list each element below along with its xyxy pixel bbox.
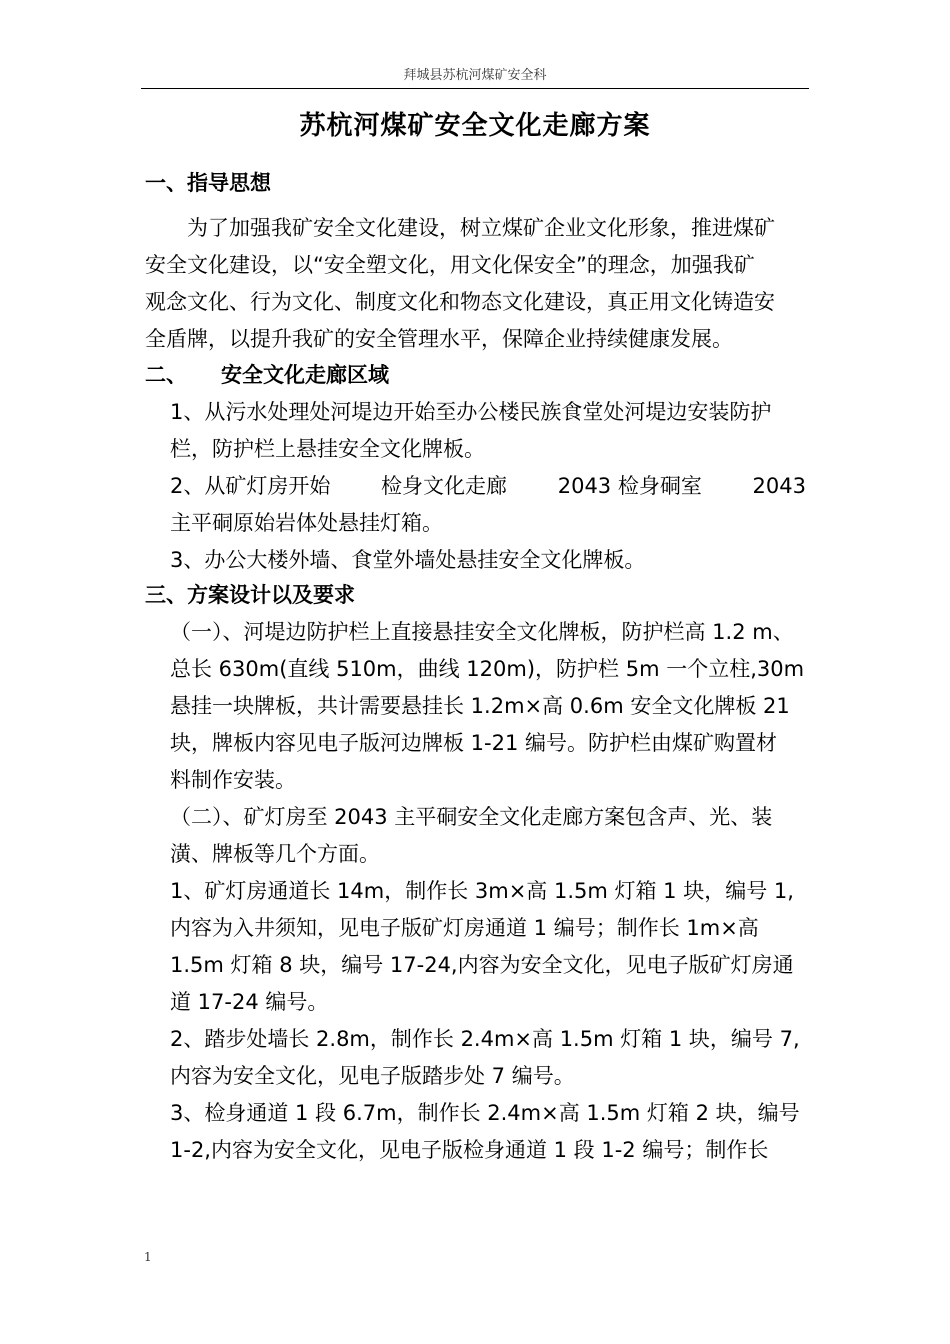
section3-body: [170, 614, 806, 1169]
text-line: 观念文化、行为文化、制度文化和物态文化建设，真正用文化铸造安: [145, 290, 775, 314]
section-heading: [145, 357, 807, 393]
text-segment: 2、从矿灯房开始: [170, 474, 331, 498]
text-line: 总长 630m(直线 510m，曲线 120m)，防护栏 5m 一个立柱,30m: [170, 657, 805, 681]
section2-items: [170, 394, 806, 579]
section-heading: 三、方案设计以及要求: [145, 583, 355, 607]
text-line: 内容为安全文化，见电子版踏步处 7 编号。: [170, 1064, 575, 1088]
text-line: 栏，防护栏上悬挂安全文化牌板。: [170, 437, 485, 461]
text-line: 道 17-24 编号。: [170, 990, 329, 1014]
running-header: 拜城县苏杭河煤矿安全科: [141, 66, 809, 89]
section-design-requirements: [145, 577, 807, 613]
text-line: 块，牌板内容见电子版河边牌板 1-21 编号。防护栏由煤矿购置材: [170, 731, 778, 755]
document-title: 苏杭河煤矿安全文化走廊方案: [299, 111, 651, 141]
text-line: 主平硐原始岩体处悬挂灯箱。: [170, 511, 443, 535]
text-line: 内容为入井须知，见电子版矿灯房通道 1 编号；制作长 1m×高: [170, 916, 759, 940]
text-line: 安全文化建设，以“安全塑文化，用文化保安全”的理念，加强我矿: [145, 253, 755, 277]
text-line: 潢、牌板等几个方面。: [170, 842, 380, 866]
text-line: （一）、河堤边防护栏上直接悬挂安全文化牌板，防护栏高 1.2 m、: [170, 620, 794, 644]
section-corridor-area: [145, 357, 807, 393]
section1-paragraph: [145, 210, 807, 358]
text-line: 悬挂一块牌板，共计需要悬挂长 1.2m×高 0.6m 安全文化牌板 21: [170, 694, 790, 718]
text-line: 1-2,内容为安全文化，见电子版检身通道 1 段 1-2 编号；制作长: [170, 1138, 769, 1162]
text-line: 料制作安装。: [170, 768, 296, 792]
text-line: 为了加强我矿安全文化建设，树立煤矿企业文化形象，推进煤矿: [187, 216, 775, 240]
section-heading: 一、指导思想: [145, 171, 271, 195]
section-guiding-ideology: [145, 165, 807, 201]
text-segment: 2043: [752, 474, 806, 498]
text-line: （二）、矿灯房至 2043 主平硐安全文化走廊方案包含声、光、装: [170, 805, 773, 829]
text-line: 1.5m 灯箱 8 块，编号 17-24,内容为安全文化，见电子版矿灯房通: [170, 953, 794, 977]
text-line: 1、从污水处理处河堤边开始至办公楼民族食堂处河堤边安装防护: [170, 400, 772, 424]
text-line-spread: [170, 468, 806, 505]
text-line: 1、矿灯房通道长 14m，制作长 3m×高 1.5m 灯箱 1 块，编号 1,: [170, 879, 794, 903]
section-heading-number: 二、: [145, 363, 187, 387]
text-line: 全盾牌，以提升我矿的安全管理水平，保障企业持续健康发展。: [145, 327, 733, 351]
text-segment: 2043 检身硐室: [557, 474, 702, 498]
text-line: 3、检身通道 1 段 6.7m，制作长 2.4m×高 1.5m 灯箱 2 块，编号: [170, 1101, 800, 1125]
text-line: 2、踏步处墙长 2.8m，制作长 2.4m×高 1.5m 灯箱 1 块，编号 7,: [170, 1027, 800, 1051]
section-heading-text: 安全文化走廊区域: [221, 363, 389, 387]
page-number: 1: [144, 1250, 152, 1264]
text-segment: 检身文化走廊: [381, 474, 508, 498]
text-line: 3、办公大楼外墙、食堂外墙处悬挂安全文化牌板。: [170, 548, 646, 572]
